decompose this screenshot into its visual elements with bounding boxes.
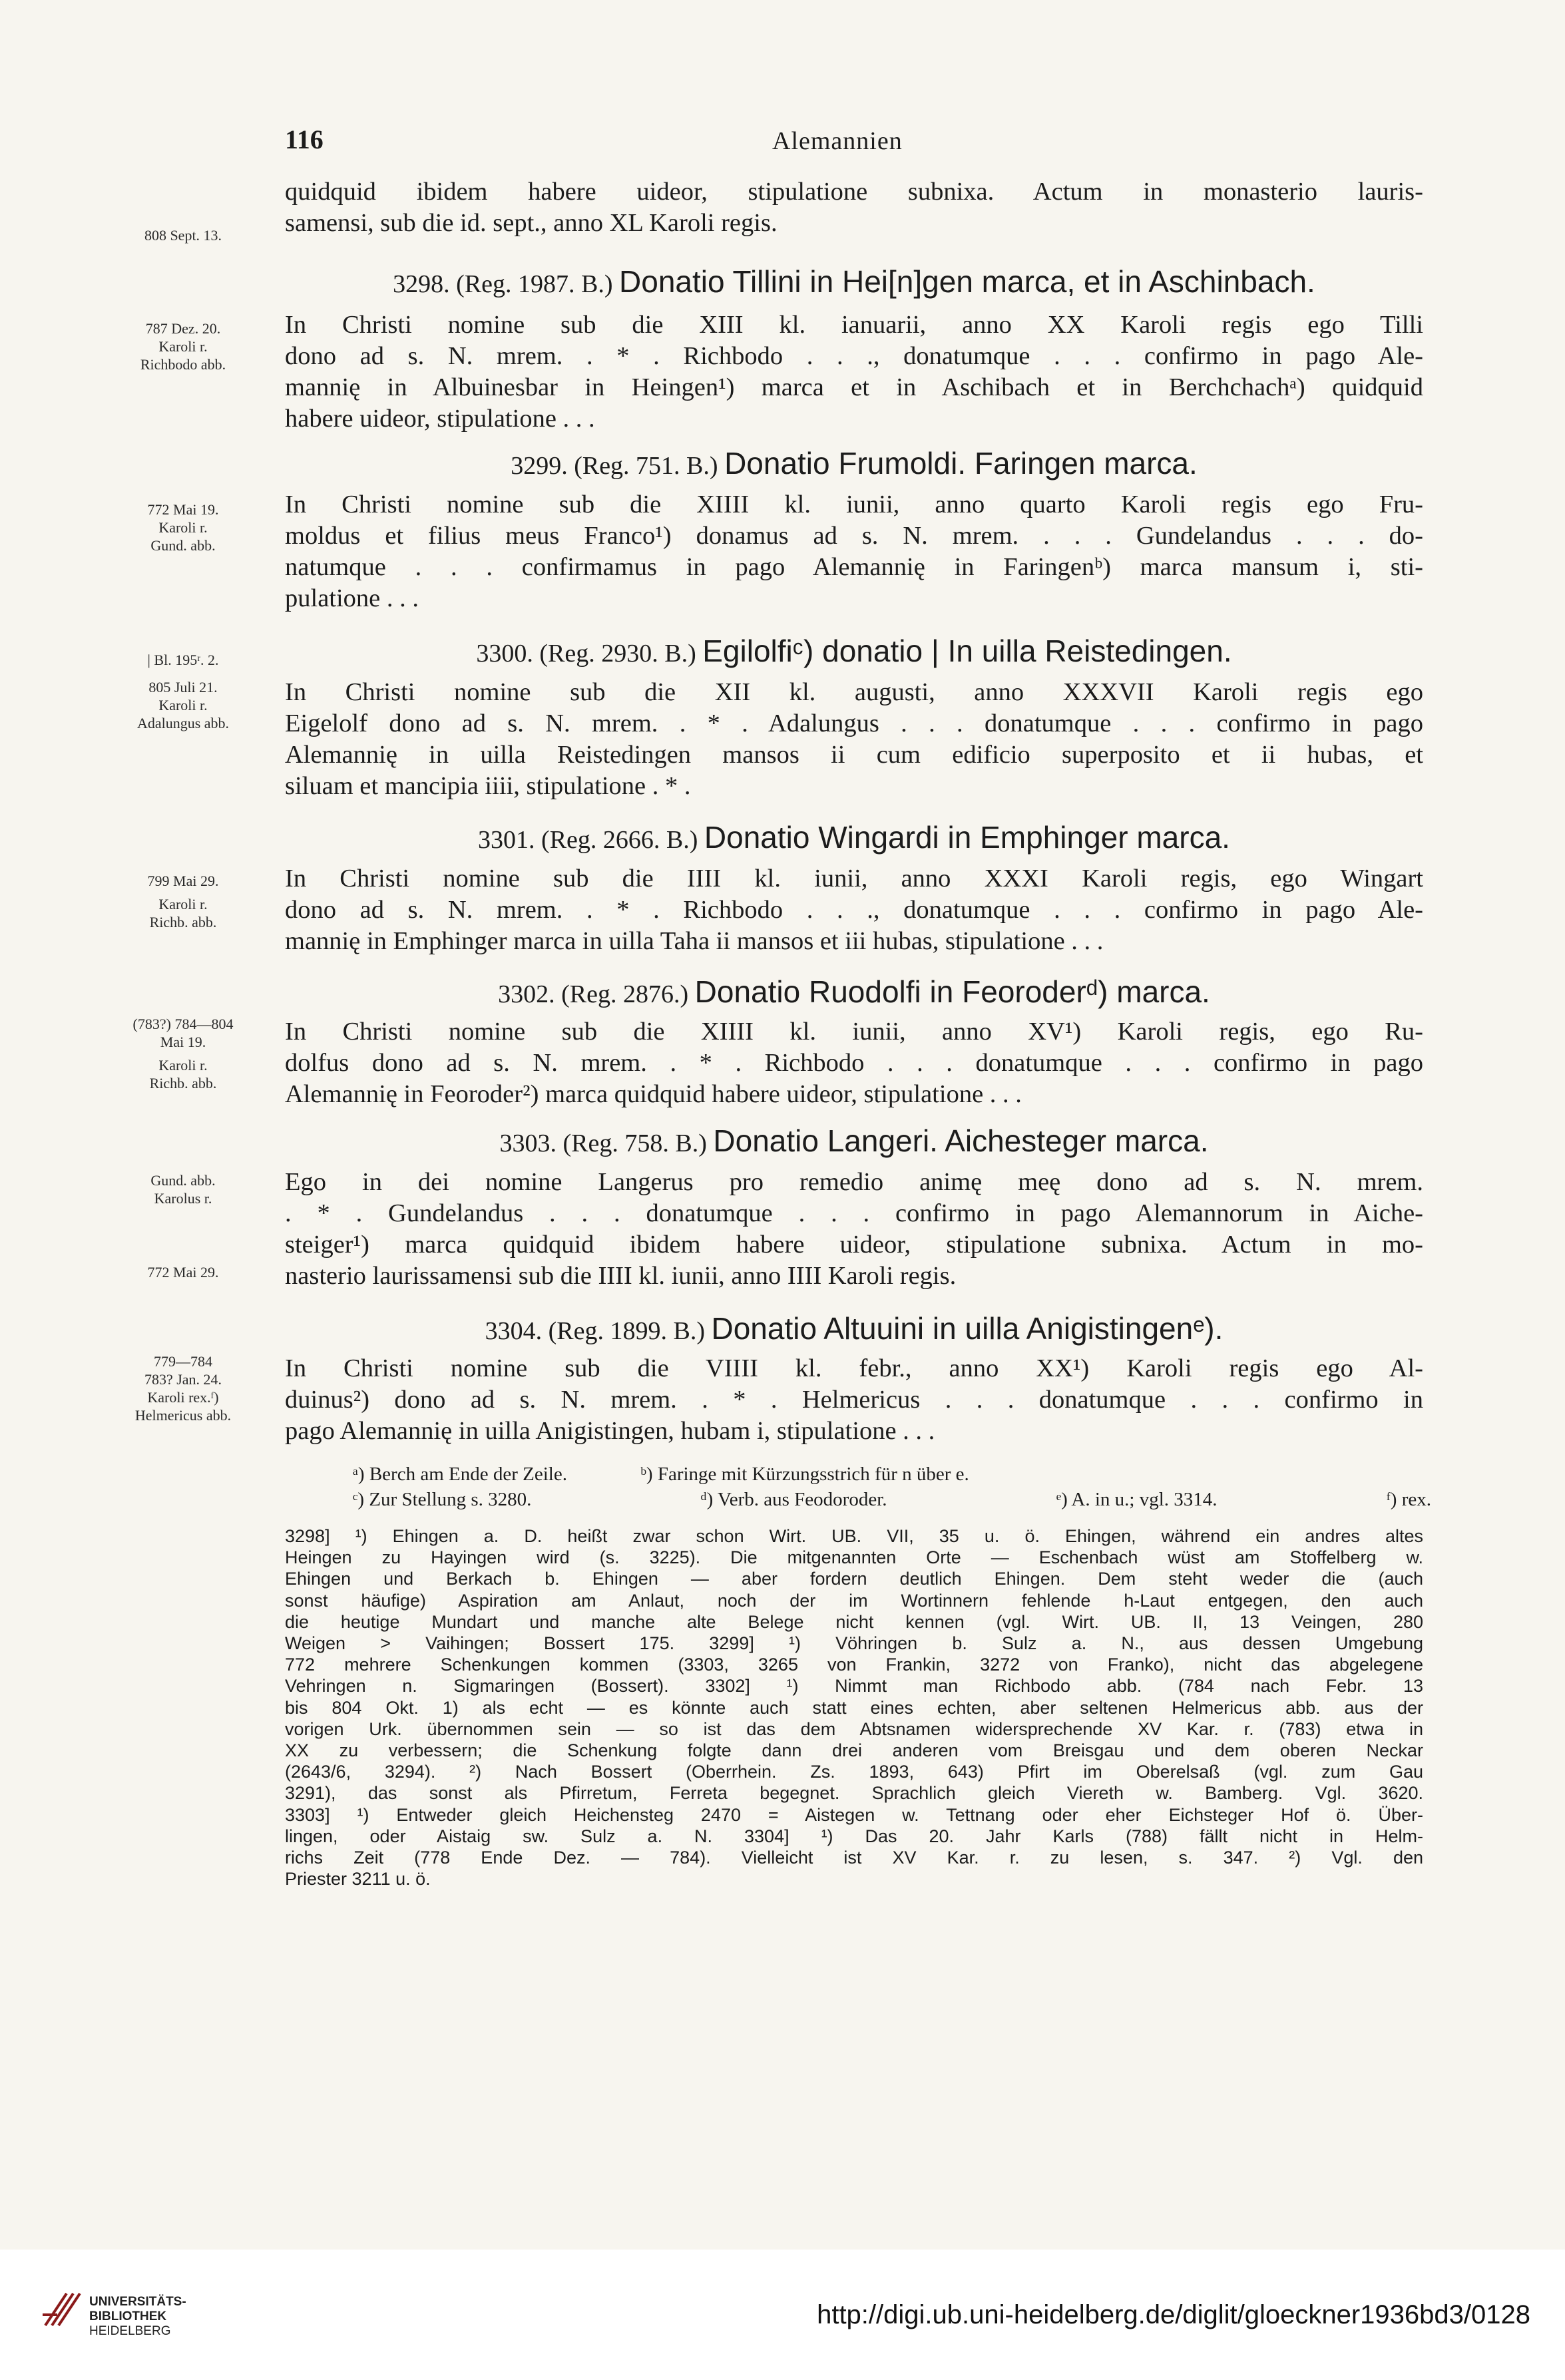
text-line: pulatione . . .: [285, 584, 419, 612]
text-line: habere uideor, stipulatione . . .: [285, 405, 595, 433]
intro-text: [285, 176, 1423, 239]
entry-number: 3299.: [511, 452, 568, 480]
text-line: dolfus dono ad s. N. mrem. . * . Richbodo . . . donatumque . . . confirmo in pago: [285, 1049, 1423, 1077]
note-line: Ehingen und Berkach b. Ehingen — aber fordern deutlich Ehingen. Dem steht weder die (auch: [285, 1569, 1423, 1589]
note-line: Heingen zu Hayingen wird (s. 3225). Die mitgenannten Orte — Eschenbach wüst am Stoffelberg w.: [285, 1547, 1423, 1568]
margin-ruler: Karoli rex.ᶠ): [147, 1389, 219, 1406]
entry-heading: [285, 819, 1423, 859]
margin-abbot: Adalungus abb.: [136, 715, 230, 731]
entry-heading: [285, 445, 1423, 485]
note-line: Weigen > Vaihingen; Bossert 175. 3299] ¹) Vöhringen b. Sulz a. N., aus dessen Umgebung: [285, 1633, 1423, 1654]
text-line: mannię in Albuinesbar in Heingen¹) marca et in Aschibach et in Berchchachᵃ) quidquid: [285, 373, 1423, 401]
entry-heading: [285, 1122, 1423, 1162]
running-head: Alemannien: [772, 127, 903, 155]
ub-heidelberg-logo-icon: [40, 2288, 83, 2331]
margin-note: [100, 1015, 266, 1092]
text-line: In Christi nomine sub die VIIII kl. febr., anno XX¹) Karoli regis ego Al-: [285, 1354, 1423, 1382]
entry-number: 3303.: [499, 1129, 557, 1157]
entry-title: Donatio Ruodolfi in Feoroderᵈ) marca.: [694, 974, 1210, 1009]
margin-date: 779—784: [154, 1353, 212, 1370]
entry-heading: [285, 632, 1423, 672]
entry-reg: (Reg. 1899. B.): [548, 1317, 705, 1345]
margin-date: 787 Dez. 20.: [145, 320, 221, 337]
margin-abbot: Richbodo abb.: [140, 356, 226, 373]
margin-date: (783?) 784—804: [132, 1016, 234, 1032]
text-line: samensi, sub die id. sept., anno XL Karoli regis.: [285, 209, 778, 237]
text-line: pago Alemannię in uilla Anigistingen, hubam i, stipulatione . . .: [285, 1417, 935, 1445]
margin-ruler: Karoli r.: [158, 338, 208, 355]
text-line: In Christi nomine sub die XIIII kl. iunii, anno quarto Karoli regis ego Fru-: [285, 491, 1423, 518]
note-line: vorigen Urk. übernommen sein — so ist das dem Abtsnamen widersprechende XV Kar. r. (783) etwa in: [285, 1718, 1423, 1739]
apparatus-note: ᶜ) Zur Stellung s. 3280.: [353, 1489, 532, 1510]
margin-abbot: Richb. abb.: [149, 914, 217, 930]
library-name[interactable]: [89, 2295, 186, 2339]
entry-reg: (Reg. 2666. B.): [541, 826, 698, 854]
margin-abbot: Gund. abb.: [150, 1172, 216, 1189]
margin-ruler: Karoli r.: [158, 1057, 208, 1074]
entry-reg: (Reg. 751. B.): [574, 452, 718, 480]
text-line: Ego in dei nomine Langerus pro remedio animę meę dono ad s. N. mrem.: [285, 1168, 1423, 1196]
note-line: lingen, oder Aistaig sw. Sulz a. N. 3304] ¹) Das 20. Jahr Karls (788) fällt nicht in Helm-: [285, 1826, 1423, 1846]
text-line: duinus²) dono ad s. N. mrem. . * . Helmericus . . . donatumque . . . confirmo in: [285, 1386, 1423, 1414]
entry-reg: (Reg. 758. B.): [562, 1129, 707, 1157]
entry-title: Donatio Altuuini in uilla Anigistingenᵉ).: [711, 1311, 1224, 1346]
note-line: bis 804 Okt. 1) als echt — es könnte auch statt eines echten, aber seltenen Helmericus abb. aus der: [285, 1697, 1423, 1718]
margin-date: 799 Mai 29.: [147, 873, 219, 889]
margin-note: [100, 872, 266, 931]
note-line: sonst häufige) Aspiration am Anlaut, noch der im Wortinnern fehlende h-Laut entgegen, den auch: [285, 1590, 1423, 1611]
margin-date-detail: 783? Jan. 24.: [144, 1371, 222, 1388]
note-line: (2643/6, 3294). ²) Nach Bossert (Oberrhein. Zs. 1893, 643) Pfirt im Oberelsaß (vgl. zum Gau: [285, 1762, 1423, 1782]
margin-ruler: Karoli r.: [158, 697, 208, 713]
margin-date: 772 Mai 29.: [147, 1264, 219, 1281]
margin-abbot: Richb. abb.: [149, 1075, 217, 1091]
library-name-line: UNIVERSITÄTS-: [89, 2295, 186, 2309]
critical-apparatus: [353, 1462, 1431, 1512]
margin-abbot: Gund. abb.: [150, 537, 216, 554]
entry-text: [285, 1167, 1423, 1292]
entry-text: [285, 489, 1423, 614]
text-line: mannię in Emphinger marca in uilla Taha ii mansos et iii hubas, stipulatione . . .: [285, 927, 1104, 955]
entry-title: Egilolfiᶜ) donatio | In uilla Reistedingen.: [702, 634, 1232, 668]
margin-note: [100, 1352, 266, 1424]
entry-text: [285, 1016, 1423, 1110]
note-line: 772 mehrere Schenkungen kommen (3303, 3265 von Frankin, 3272 von Franko), nicht das abgelegene: [285, 1655, 1423, 1675]
margin-note: [100, 1171, 266, 1207]
library-name-line: BIBLIOTHEK: [89, 2309, 167, 2323]
entry-text: [285, 677, 1423, 802]
apparatus-note: ᵃ) Berch am Ende der Zeile.: [353, 1464, 567, 1485]
library-name-line: HEIDELBERG: [89, 2324, 171, 2338]
margin-ruler: Karoli r.: [158, 896, 208, 912]
entry-number: 3301.: [478, 826, 535, 854]
margin-note: 808 Sept. 13.: [144, 227, 222, 244]
text-line: siluam et mancipia iiii, stipulatione . * .: [285, 772, 691, 800]
page-number: 116: [285, 124, 324, 154]
text-line: In Christi nomine sub die XIIII kl. iunii, anno XV¹) Karoli regis, ego Ru-: [285, 1018, 1423, 1046]
entry-text: [285, 863, 1423, 957]
text-line: . * . Gundelandus . . . donatumque . . . confirmo in pago Alemannorum in Aiche-: [285, 1199, 1423, 1227]
permalink-url[interactable]: http://digi.ub.uni-heidelberg.de/diglit/gloeckner1936bd3/0128: [817, 2300, 1530, 2329]
note-line: XX zu verbessern; die Schenkung folgte dann drei anderen vom Breisgau und dem oberen Neckar: [285, 1740, 1423, 1761]
entry-number: 3304.: [485, 1317, 543, 1345]
entry-reg: (Reg. 2930. B.): [539, 640, 696, 668]
entry-text: [285, 1353, 1423, 1447]
entry-number: 3302.: [498, 980, 555, 1008]
text-line: In Christi nomine sub die XII kl. augusti, anno XXXVII Karoli regis ego: [285, 678, 1423, 706]
note-line: die heutige Mundart und manche alte Belege nicht kennen (vgl. Wirt. UB. II, 13 Veingen, 280: [285, 1611, 1423, 1632]
entry-title: Donatio Wingardi in Emphinger marca.: [704, 820, 1230, 855]
margin-note: [100, 319, 266, 373]
apparatus-note: ᵉ) A. in u.; vgl. 3314.: [1056, 1489, 1218, 1510]
margin-date-detail: Mai 19.: [160, 1034, 206, 1050]
commentary-notes: [285, 1525, 1423, 1889]
apparatus-note: ᵇ) Faringe mit Kürzungsstrich für n über e.: [640, 1464, 969, 1485]
text-line: moldus et filius meus Franco¹) donamus ad s. N. mrem. . . . Gundelandus . . . do-: [285, 522, 1423, 550]
entry-reg: (Reg. 1987. B.): [456, 270, 613, 298]
text-line: quidquid ibidem habere uideor, stipulatione subnixa. Actum in monasterio lauris-: [285, 178, 1423, 206]
entry-heading: [285, 263, 1423, 303]
margin-ruler: Karolus r.: [154, 1190, 212, 1207]
margin-note: [100, 651, 266, 732]
entry-number: 3300.: [476, 640, 533, 668]
note-line: Vehringen n. Sigmaringen (Bossert). 3302] ¹) Nimmt man Richbodo abb. (784 nach Febr. 13: [285, 1676, 1423, 1696]
text-line: dono ad s. N. mrem. . * . Richbodo . . ., donatumque . . . confirmo in pago Ale-: [285, 896, 1423, 924]
apparatus-row: [353, 1487, 1431, 1512]
entry-heading: [285, 973, 1423, 1013]
margin-abbot: Helmericus abb.: [134, 1407, 232, 1424]
text-line: In Christi nomine sub die XIII kl. ianuarii, anno XX Karoli regis ego Tilli: [285, 311, 1423, 339]
entry-title: Donatio Frumoldi. Faringen marca.: [724, 446, 1198, 481]
entry-reg: (Reg. 2876.): [561, 980, 689, 1008]
entry-title: Donatio Langeri. Aichesteger marca.: [713, 1123, 1209, 1158]
apparatus-note: ᶠ) rex.: [1386, 1489, 1431, 1510]
text-line: Alemannię in Feoroder²) marca quidquid habere uideor, stipulatione . . .: [285, 1080, 1022, 1108]
margin-note: [100, 500, 266, 554]
note-line: Priester 3211 u. ö.: [285, 1869, 431, 1889]
text-line: natumque . . . confirmamus in pago Alemannię in Faringenᵇ) marca mansum i, sti-: [285, 553, 1423, 581]
text-line: dono ad s. N. mrem. . * . Richbodo . . ., donatumque . . . confirmo in pago Ale-: [285, 342, 1423, 370]
text-line: nasterio laurissamensi sub die IIII kl. iunii, anno IIII Karoli regis.: [285, 1262, 957, 1290]
margin-ruler: Karoli r.: [158, 519, 208, 536]
note-line: 3303] ¹) Entweder gleich Heichensteg 2470 = Aistegen w. Tettnang oder eher Eichsteger Hof ö. Über-: [285, 1804, 1423, 1825]
entry-number: 3298.: [393, 270, 450, 298]
note-line: richs Zeit (778 Ende Dez. — 784). Vielleicht ist XV Kar. r. zu lesen, s. 347. ²) Vgl. den: [285, 1848, 1423, 1868]
margin-folio: | Bl. 195ʳ. 2.: [147, 652, 219, 668]
entry-text: [285, 309, 1423, 435]
entry-heading: [285, 1310, 1423, 1350]
text-line: Eigelolf dono ad s. N. mrem. . * . Adalungus . . . donatumque . . . confirmo in pago: [285, 709, 1423, 737]
apparatus-row: [353, 1462, 1431, 1487]
margin-date: 772 Mai 19.: [147, 501, 219, 518]
margin-date: 805 Juli 21.: [148, 679, 218, 695]
note-line: 3291), das sonst als Pfirretum, Ferreta begegnet. Sprachlich gleich Viereth w. Bamberg. Vgl. 3620.: [285, 1783, 1423, 1804]
entry-title: Donatio Tillini in Hei[n]gen marca, et in Aschinbach.: [619, 264, 1315, 299]
apparatus-note: ᵈ) Verb. aus Feodoroder.: [700, 1489, 887, 1510]
note-line: 3298] ¹) Ehingen a. D. heißt zwar schon Wirt. UB. VII, 35 u. ö. Ehingen, während ein andres altes: [285, 1526, 1423, 1546]
text-line: Alemannię in uilla Reistedingen mansos ii cum edificio superposito et ii hubas, et: [285, 741, 1423, 769]
text-line: steiger¹) marca quidquid ibidem habere uideor, stipulatione subnixa. Actum in mo-: [285, 1231, 1423, 1259]
text-line: In Christi nomine sub die IIII kl. iunii, anno XXXI Karoli regis, ego Wingart: [285, 865, 1423, 892]
